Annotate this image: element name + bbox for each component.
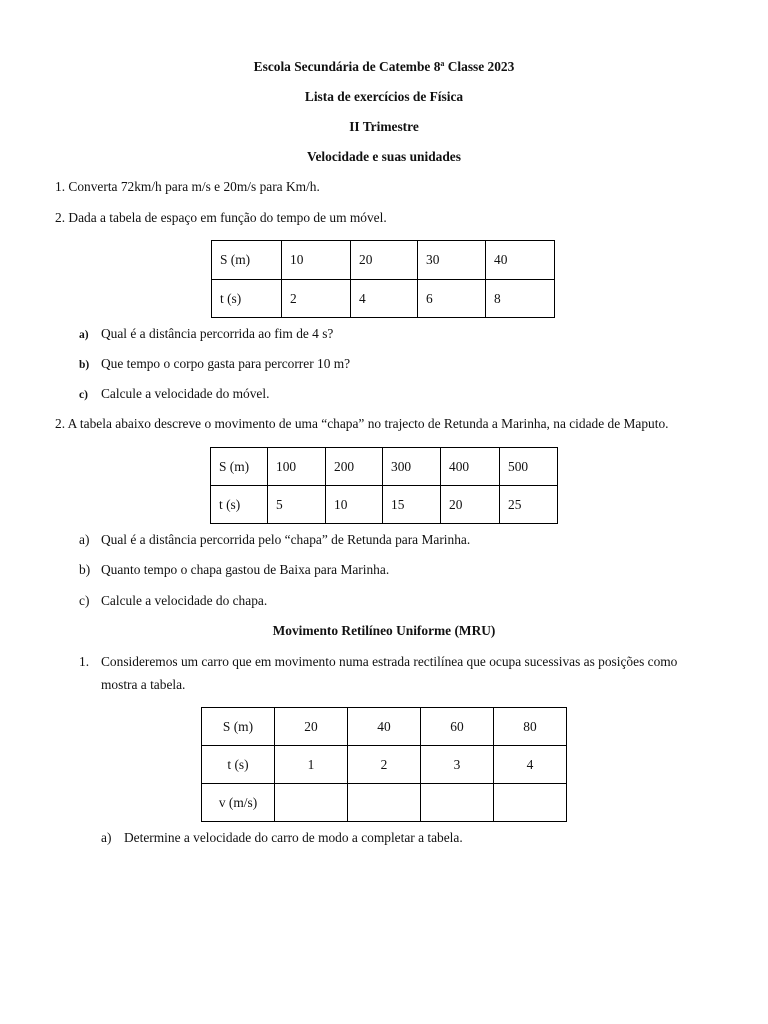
sub-question-label: a) (79, 329, 89, 341)
sub-question-text: Quanto tempo o chapa gastou de Baixa para Marinha. (101, 562, 390, 577)
section-title: Movimento Retilíneo Uniforme (MRU) (272, 623, 496, 638)
sub-question-label: a) (101, 830, 112, 845)
table-row (202, 746, 567, 784)
sub-question-label: c) (79, 389, 88, 401)
table-row (211, 448, 558, 486)
question-text: Converta 72km/h para m/s e 20m/s para Km/h. (68, 179, 320, 194)
table-cell: t (s) (202, 746, 275, 784)
table-cell: 2 (282, 280, 351, 318)
table-cell: 500 (500, 448, 558, 486)
table-cell: 400 (441, 448, 500, 486)
question-number: 2. (55, 416, 66, 431)
table-row (202, 784, 567, 822)
question-text-line-1: Consideremos um carro que em movimento numa estrada rectilínea que ocupa sucessivas as posições como (101, 654, 678, 669)
table-cell: t (s) (212, 280, 282, 318)
table-cell: S (m) (202, 708, 275, 746)
sub-question-a (79, 532, 470, 548)
table-row (212, 280, 555, 318)
sub-question-c (79, 593, 267, 609)
answer-cell (275, 784, 348, 822)
sub-question-text: Qual é a distância percorrida pelo “chapa” de Retunda para Marinha. (101, 532, 471, 547)
table-cell: S (m) (211, 448, 268, 486)
list-title: Lista de exercícios de Física (304, 89, 464, 104)
table-row (211, 486, 558, 524)
answer-cell (421, 784, 494, 822)
table-cell: 100 (268, 448, 326, 486)
table-cell: 30 (418, 241, 486, 280)
table-cell: 20 (275, 708, 348, 746)
table-cell: 10 (282, 241, 351, 280)
school-title-sup: a (440, 59, 445, 68)
table-cell: 200 (326, 448, 383, 486)
velocity-table (201, 707, 567, 822)
table-cell: 1 (275, 746, 348, 784)
sub-question-b (79, 356, 350, 372)
table-cell: 5 (268, 486, 326, 524)
question-number: 1. (55, 179, 66, 194)
table-cell: 8 (486, 280, 555, 318)
topic-title: Velocidade e suas unidades (307, 149, 461, 164)
sub-question-a (79, 326, 333, 342)
sub-question-label: b) (79, 359, 90, 371)
distance-time-table-2 (210, 447, 558, 524)
sub-question-label: b) (79, 562, 91, 577)
question-number: 2. (55, 210, 66, 225)
sub-question-text: Determine a velocidade do carro de modo a completar a tabela. (124, 830, 463, 845)
table-cell: 20 (441, 486, 500, 524)
sub-question-text: Calcule a velocidade do chapa. (101, 593, 268, 608)
table-cell: 4 (494, 746, 567, 784)
table-cell: 60 (421, 708, 494, 746)
sub-question-text: Que tempo o corpo gasta para percorrer 10 m? (101, 356, 351, 371)
sub-question-label: c) (79, 593, 90, 608)
question-1 (55, 179, 320, 195)
trimester-title: II Trimestre (349, 119, 419, 134)
question-3 (55, 416, 669, 432)
table-cell: 25 (500, 486, 558, 524)
table-cell: 80 (494, 708, 567, 746)
answer-cell (348, 784, 421, 822)
sub-question-c (79, 386, 269, 402)
table-row (212, 241, 555, 280)
school-title (0, 59, 768, 75)
distance-time-table-1 (211, 240, 555, 318)
table-cell: 20 (351, 241, 418, 280)
table-cell: 40 (486, 241, 555, 280)
table-cell: 4 (351, 280, 418, 318)
table-row (202, 708, 567, 746)
table-cell: S (m) (212, 241, 282, 280)
question-2 (55, 210, 387, 226)
table-cell: 2 (348, 746, 421, 784)
sub-question-a (101, 830, 463, 846)
sub-question-label: a) (79, 532, 90, 547)
question-text-line-2: mostra a tabela. (101, 677, 186, 692)
question-number: 1. (79, 654, 90, 669)
sub-question-b (79, 562, 389, 578)
table-cell: 3 (421, 746, 494, 784)
question-text: A tabela abaixo descreve o movimento de uma “chapa” no trajecto de Retunda a Marinha, na cidade de Maputo. (67, 416, 669, 431)
sub-question-text: Qual é a distância percorrida ao fim de 4 s? (101, 326, 334, 341)
sub-question-text: Calcule a velocidade do móvel. (101, 386, 270, 401)
table-cell: 40 (348, 708, 421, 746)
question-text: Dada a tabela de espaço em função do tempo de um móvel. (68, 210, 387, 225)
table-cell: 10 (326, 486, 383, 524)
table-cell: 300 (383, 448, 441, 486)
table-cell: t (s) (211, 486, 268, 524)
answer-cell (494, 784, 567, 822)
table-cell: 6 (418, 280, 486, 318)
mru-question-1 (79, 654, 677, 670)
table-cell: 15 (383, 486, 441, 524)
table-cell: v (m/s) (202, 784, 275, 822)
school-title-main: Escola Secundária de Catembe 8 (253, 59, 441, 74)
school-title-rest: Classe 2023 (444, 59, 515, 74)
